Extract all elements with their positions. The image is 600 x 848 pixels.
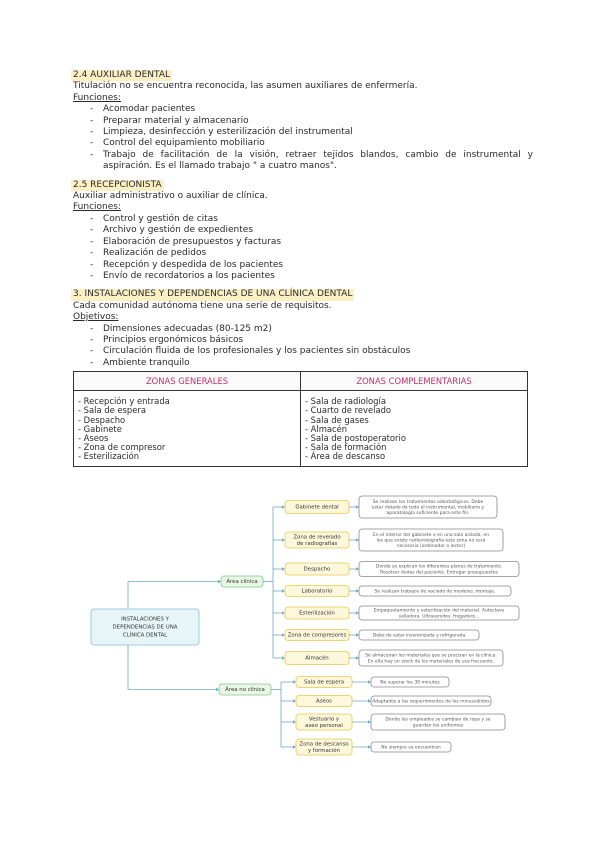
objectives-label: Objetivos: (73, 312, 119, 323)
table-cell-line: - Sala de espera (78, 405, 146, 416)
connector-head (282, 656, 285, 660)
table-cell-line: - Esterilización (78, 451, 140, 462)
root-node-label: INSTALACIONES Y (121, 616, 169, 623)
note-box-text: estar dotado de todo el instrumental, mobiliario y (371, 505, 485, 511)
note-box-text: En ella hay un stock de los materiales de uso frecuente. (367, 659, 495, 665)
section-intro: Titulación no se encuentra reconocida, las asumen auxiliares de enfermería. (73, 81, 418, 92)
connector-head (282, 538, 285, 542)
child-node-label: Zona de descanso (299, 741, 349, 748)
list-item: - Ambiente tranquilo (73, 358, 533, 369)
list-item: - Preparar material y almacenario (73, 116, 533, 127)
connector-head (216, 688, 219, 692)
note-box-text: No superar los 30 minutos (380, 680, 440, 686)
child-node-label: Laboratorio (301, 588, 333, 595)
section-intro: Auxiliar administrativo o auxiliar de clínica. (73, 191, 268, 202)
connector-head (293, 720, 296, 724)
note-box-text: Empaquetamiento y esterilización del material. Autoclave (373, 608, 505, 614)
connector-head (356, 656, 359, 660)
note-box-text: Debe de estar insonorizada y refrigerada (372, 633, 466, 639)
connector-head (368, 699, 371, 703)
list-item: - Control y gestión de citas (73, 214, 533, 225)
section-title: 2.5 RECEPCIONISTA (73, 179, 162, 190)
child-node-label: Vestuario y (308, 716, 340, 723)
note-box-text: Se realizan trabajos de vaciado de modelos, montaje. (374, 589, 496, 595)
table-cell-line: - Despacho (78, 414, 126, 425)
connector-head (356, 611, 359, 615)
root-node-label: DEPENDENCIAS DE UNA (112, 624, 178, 631)
connector-head (368, 680, 371, 684)
functions-label: Funciones: (73, 92, 122, 103)
list-item: - Recepción y despedida de los pacientes (73, 260, 533, 271)
list-item: - Archivo y gestión de expedientes (73, 225, 533, 236)
note-box-text: Donde se explican los diferentes planes de tratamiento. (375, 564, 503, 570)
functions-label: Funciones: (73, 202, 122, 213)
child-node-label: y formación (308, 747, 340, 754)
note-box-text: aparatología suficiente para este fin. (386, 511, 470, 517)
list-item: - Principios ergonómicos básicos (73, 335, 533, 346)
section-intro: Cada comunidad autónoma tiene una serie de requisitos. (73, 300, 332, 311)
child-node-label: Zona de compresores (287, 632, 347, 639)
connector-head (282, 505, 285, 509)
note-box-text: En el interior del gabinete o en una sala aislada, en (372, 532, 490, 538)
table-cell-line: - Zona de compresor (78, 442, 166, 453)
child-node-label: Despacho (303, 566, 331, 573)
child-node-label: Aseos (316, 698, 332, 705)
child-node-label: Almacén (305, 655, 329, 662)
connector-head (356, 505, 359, 509)
branch-node-label: Área clínica (226, 579, 258, 585)
table-cell-line: - Almacén (305, 423, 348, 434)
list-item: - Control del equipamiento mobiliario (73, 138, 533, 149)
table-cell-line: - Sala de radiología (305, 396, 386, 407)
note-box-text: guardan los uniformes (412, 723, 464, 729)
connector-head (368, 720, 371, 724)
section-title: 2.4 AUXILIAR DENTAL (73, 70, 170, 80)
connector-head (282, 633, 285, 637)
child-node-label: Zona de revelado (293, 534, 341, 541)
note-box-text: Se almacenan los materiales que se precisan en la clínica. (365, 653, 497, 659)
child-node-label: Esterilización (299, 610, 335, 617)
note-box-text: No siempre se encuentran (381, 745, 441, 751)
connector-head (356, 633, 359, 637)
list-item: - Dimensiones adecuadas (80-125 m2) (73, 324, 533, 335)
connector-head (356, 589, 359, 593)
child-node-label: Gabinete dental (295, 504, 339, 511)
table-cell-line: - Gabinete (78, 423, 122, 434)
connector-head (218, 580, 221, 584)
child-node-label: de radiografías (296, 540, 338, 547)
list-item: - Envío de recordatorios a los pacientes (73, 271, 533, 282)
connector-head (282, 611, 285, 615)
connector-head (356, 538, 359, 542)
connector-head (293, 680, 296, 684)
connector-head (356, 567, 359, 571)
connector-head (368, 745, 371, 749)
note-box-text: selladora. Ultrasonidos. fregadero... (398, 614, 480, 620)
connector-head (293, 745, 296, 749)
list-item: - Limpieza, desinfección y esterilización del instrumental (73, 127, 533, 138)
table-cell-line: - Recepción y entrada (78, 396, 170, 407)
note-box-text: necesaria (ordenador o lector) (396, 544, 466, 550)
list-item: - Realización de pedidos (73, 248, 533, 259)
section-title: 3. INSTALACIONES Y DEPENDENCIAS DE UNA CLÍNICA DENTAL (73, 289, 353, 300)
branch-node-label: Área no clínica (225, 687, 265, 693)
table-cell-line: - Aseos (78, 432, 109, 443)
table-cell-line: - Sala de formación (305, 442, 387, 453)
note-box-text: Resolver dudas del paciente. Entregar presupuestos (380, 570, 498, 576)
list-item: - Trabajo de facilitación de la visión, retraer tejidos blandos, cambio de instrumental y aspiración. Es el llamado trabajo " a cuatro manos". (73, 150, 533, 173)
note-box-text: Adaptados a las requerimientos de los minusválidos (372, 699, 490, 705)
zones-complementary-header: ZONAS COMPLEMENTARIAS (301, 372, 528, 391)
list-item: - Circulación fluida de los profesionales y los pacientes sin obstáculos (73, 346, 533, 357)
root-node-label: CLÍNICA DENTAL (122, 632, 168, 639)
table-cell-line: - Área de descanso (305, 451, 386, 462)
zones-general-header: ZONAS GENERALES (74, 372, 301, 391)
child-node-label: aseo personal (305, 722, 343, 729)
connector-head (293, 699, 296, 703)
table-cell-line: - Sala de gases (305, 414, 369, 425)
note-box-text: Se realizan los tratamientos odontológicos. Debe (372, 499, 484, 505)
list-item: - Acomodar pacientes (73, 104, 533, 115)
connector-head (282, 567, 285, 571)
table-cell-line: - Cuarto de revelado (305, 405, 392, 416)
note-box-text: los que existe radiovisiografía esta zona no será (376, 538, 486, 544)
table-cell-line: - Sala de postoperatorio (305, 432, 406, 443)
list-item: - Elaboración de presupuestos y facturas (73, 237, 533, 248)
note-box-text: Donde los empleados se cambian de ropa y se (385, 717, 491, 723)
child-node-label: Sala de espera (303, 679, 345, 686)
connector-head (282, 589, 285, 593)
